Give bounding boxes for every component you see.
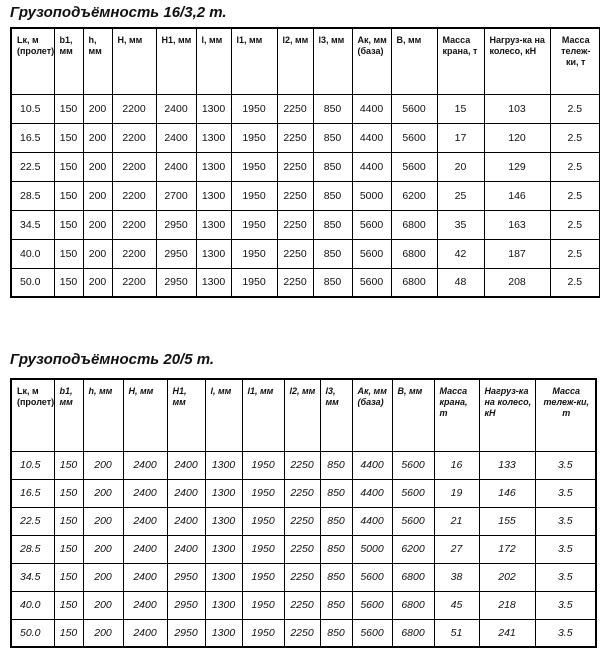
column-header: b1, мм xyxy=(54,28,83,94)
column-header: Нагруз-ка на колесо, кН xyxy=(484,28,550,94)
table-cell: 1950 xyxy=(231,181,277,210)
column-header: B, мм xyxy=(391,28,437,94)
table-cell: 5000 xyxy=(352,535,392,563)
table-body xyxy=(11,451,596,647)
table-cell: 2.5 xyxy=(550,94,600,123)
column-header: l3, мм xyxy=(313,28,352,94)
column-header: Lк, м (пролет) xyxy=(11,379,54,451)
table-cell: 2200 xyxy=(112,268,156,297)
table-cell: 38 xyxy=(434,563,479,591)
table-cell: 1950 xyxy=(231,268,277,297)
table-cell: 22.5 xyxy=(11,507,54,535)
table-cell: 22.5 xyxy=(11,152,54,181)
table-cell: 3.5 xyxy=(535,591,596,619)
table-cell: 150 xyxy=(54,123,83,152)
table-cell: 1950 xyxy=(242,563,284,591)
table-cell: 2250 xyxy=(277,268,313,297)
table-cell: 2400 xyxy=(123,563,167,591)
table-cell: 200 xyxy=(83,591,123,619)
table-cell: 133 xyxy=(479,451,535,479)
table-cell: 120 xyxy=(484,123,550,152)
column-header: l, мм xyxy=(196,28,231,94)
table-cell: 2200 xyxy=(112,239,156,268)
table-cell: 50.0 xyxy=(11,619,54,647)
table-cell: 1300 xyxy=(196,152,231,181)
table-cell: 4400 xyxy=(352,152,391,181)
section1-title: Грузоподъёмность 16/3,2 т. xyxy=(10,4,227,21)
table-row xyxy=(11,507,596,535)
table-cell: 5600 xyxy=(392,479,434,507)
table-cell: 163 xyxy=(484,210,550,239)
table-cell: 1950 xyxy=(231,123,277,152)
table-cell: 850 xyxy=(313,94,352,123)
table-cell: 5600 xyxy=(352,239,391,268)
table-row xyxy=(11,94,600,123)
table-cell: 2400 xyxy=(167,451,205,479)
table-cell: 4400 xyxy=(352,507,392,535)
table-row xyxy=(11,268,600,297)
table-cell: 2400 xyxy=(156,152,196,181)
table-cell: 150 xyxy=(54,451,83,479)
table-cell: 1950 xyxy=(242,479,284,507)
table-cell: 51 xyxy=(434,619,479,647)
table-cell: 850 xyxy=(313,123,352,152)
table-cell: 2.5 xyxy=(550,123,600,152)
table-cell: 850 xyxy=(320,479,352,507)
table-cell: 6800 xyxy=(392,619,434,647)
table-cell: 2400 xyxy=(156,94,196,123)
table-cell: 6200 xyxy=(392,535,434,563)
table-cell: 2.5 xyxy=(550,239,600,268)
table-cell: 3.5 xyxy=(535,507,596,535)
table-cell: 34.5 xyxy=(11,563,54,591)
table-cell: 5600 xyxy=(352,210,391,239)
table-cell: 2250 xyxy=(277,94,313,123)
table-cell: 187 xyxy=(484,239,550,268)
table-cell: 5600 xyxy=(352,591,392,619)
table-cell: 1950 xyxy=(231,94,277,123)
table-cell: 35 xyxy=(437,210,484,239)
table-cell: 2400 xyxy=(156,123,196,152)
table-cell: 150 xyxy=(54,563,83,591)
table-cell: 5600 xyxy=(391,123,437,152)
table-cell: 1950 xyxy=(231,152,277,181)
table-cell: 172 xyxy=(479,535,535,563)
table-cell: 21 xyxy=(434,507,479,535)
table-cell: 5600 xyxy=(392,507,434,535)
table-cell: 200 xyxy=(83,181,112,210)
column-header: l2, мм xyxy=(284,379,320,451)
table-cell: 150 xyxy=(54,239,83,268)
table-cell: 200 xyxy=(83,268,112,297)
table-cell: 2200 xyxy=(112,94,156,123)
table-cell: 2950 xyxy=(156,239,196,268)
table-cell: 5600 xyxy=(391,152,437,181)
column-header: Lк, м (пролет) xyxy=(11,28,54,94)
table-cell: 16.5 xyxy=(11,123,54,152)
table-cell: 2200 xyxy=(112,210,156,239)
table-row xyxy=(11,479,596,507)
column-header: l3, мм xyxy=(320,379,352,451)
table-cell: 2400 xyxy=(123,619,167,647)
table-cell: 850 xyxy=(320,591,352,619)
table-cell: 50.0 xyxy=(11,268,54,297)
table-cell: 1300 xyxy=(205,535,242,563)
table-cell: 150 xyxy=(54,535,83,563)
column-header: H1, мм xyxy=(156,28,196,94)
table-row xyxy=(11,451,596,479)
table-cell: 200 xyxy=(83,152,112,181)
table-cell: 27 xyxy=(434,535,479,563)
column-header: h, мм xyxy=(83,28,112,94)
table-cell: 2250 xyxy=(284,451,320,479)
table-row xyxy=(11,535,596,563)
table-cell: 129 xyxy=(484,152,550,181)
table-cell: 42 xyxy=(437,239,484,268)
column-header: l2, мм xyxy=(277,28,313,94)
table-cell: 200 xyxy=(83,123,112,152)
table-cell: 1300 xyxy=(205,451,242,479)
table-row xyxy=(11,239,600,268)
table-cell: 850 xyxy=(313,181,352,210)
table-cell: 155 xyxy=(479,507,535,535)
column-header: b1, мм xyxy=(54,379,83,451)
column-header: h, мм xyxy=(83,379,123,451)
table-cell: 200 xyxy=(83,563,123,591)
table-cell: 2250 xyxy=(277,123,313,152)
table-cell: 5000 xyxy=(352,181,391,210)
table-header-row xyxy=(11,28,600,94)
table-cell: 6200 xyxy=(391,181,437,210)
table-cell: 2.5 xyxy=(550,181,600,210)
table-cell: 2250 xyxy=(284,563,320,591)
table-cell: 2400 xyxy=(167,507,205,535)
table-cell: 850 xyxy=(313,268,352,297)
table-cell: 45 xyxy=(434,591,479,619)
table-cell: 202 xyxy=(479,563,535,591)
table-cell: 48 xyxy=(437,268,484,297)
table-row xyxy=(11,181,600,210)
table-cell: 200 xyxy=(83,239,112,268)
table-cell: 200 xyxy=(83,535,123,563)
table-cell: 1300 xyxy=(196,239,231,268)
table-cell: 28.5 xyxy=(11,181,54,210)
column-header: H, мм xyxy=(112,28,156,94)
table-cell: 3.5 xyxy=(535,619,596,647)
column-header: H1, мм xyxy=(167,379,205,451)
table-cell: 1950 xyxy=(242,507,284,535)
table-cell: 5600 xyxy=(392,451,434,479)
column-header: l, мм xyxy=(205,379,242,451)
table-cell: 200 xyxy=(83,451,123,479)
table-cell: 1950 xyxy=(242,591,284,619)
column-header: Масса тележ-ки, т xyxy=(550,28,600,94)
table-cell: 2950 xyxy=(156,268,196,297)
column-header: H, мм xyxy=(123,379,167,451)
table-cell: 19 xyxy=(434,479,479,507)
section2-title: Грузоподъёмность 20/5 т. xyxy=(10,351,215,368)
table-cell: 5600 xyxy=(352,563,392,591)
table-cell: 150 xyxy=(54,268,83,297)
table-cell: 6800 xyxy=(392,563,434,591)
table-cell: 2400 xyxy=(167,479,205,507)
column-header: Aк, мм (база) xyxy=(352,379,392,451)
table-cell: 17 xyxy=(437,123,484,152)
table-cell: 6800 xyxy=(391,239,437,268)
table-cell: 241 xyxy=(479,619,535,647)
table-cell: 2250 xyxy=(284,535,320,563)
table-20-5 xyxy=(10,378,597,648)
table-cell: 208 xyxy=(484,268,550,297)
table-cell: 25 xyxy=(437,181,484,210)
table-cell: 3.5 xyxy=(535,535,596,563)
table-cell: 850 xyxy=(320,563,352,591)
table-cell: 1300 xyxy=(205,619,242,647)
table-cell: 1950 xyxy=(242,535,284,563)
table-cell: 218 xyxy=(479,591,535,619)
table-cell: 1950 xyxy=(231,210,277,239)
table-cell: 150 xyxy=(54,507,83,535)
table-cell: 6800 xyxy=(391,210,437,239)
table-cell: 3.5 xyxy=(535,479,596,507)
table-cell: 1300 xyxy=(205,507,242,535)
table-cell: 1300 xyxy=(205,479,242,507)
table-cell: 2200 xyxy=(112,123,156,152)
table-cell: 200 xyxy=(83,507,123,535)
table-cell: 150 xyxy=(54,152,83,181)
table-cell: 4400 xyxy=(352,479,392,507)
table-cell: 200 xyxy=(83,94,112,123)
table-row xyxy=(11,619,596,647)
table-cell: 5600 xyxy=(352,619,392,647)
table-cell: 40.0 xyxy=(11,239,54,268)
table-cell: 4400 xyxy=(352,94,391,123)
table-cell: 28.5 xyxy=(11,535,54,563)
table-cell: 1300 xyxy=(196,94,231,123)
table-cell: 1300 xyxy=(196,268,231,297)
table-cell: 1300 xyxy=(205,591,242,619)
table-cell: 3.5 xyxy=(535,563,596,591)
table-cell: 10.5 xyxy=(11,94,54,123)
table-cell: 16.5 xyxy=(11,479,54,507)
table-cell: 2700 xyxy=(156,181,196,210)
table-cell: 2400 xyxy=(123,451,167,479)
table-cell: 200 xyxy=(83,619,123,647)
table-cell: 2400 xyxy=(123,479,167,507)
table-cell: 2.5 xyxy=(550,268,600,297)
table-cell: 2950 xyxy=(167,563,205,591)
table-row xyxy=(11,152,600,181)
table-16-3-2 xyxy=(10,27,600,298)
table-cell: 2250 xyxy=(284,591,320,619)
table-cell: 150 xyxy=(54,210,83,239)
column-header: l1, мм xyxy=(231,28,277,94)
column-header: Aк, мм (база) xyxy=(352,28,391,94)
table-cell: 2250 xyxy=(277,152,313,181)
table-cell: 2400 xyxy=(123,591,167,619)
column-header: l1, мм xyxy=(242,379,284,451)
column-header: Нагруз-ка на колесо, кН xyxy=(479,379,535,451)
table-cell: 2400 xyxy=(167,535,205,563)
table-cell: 103 xyxy=(484,94,550,123)
table-cell: 5600 xyxy=(391,94,437,123)
table-cell: 150 xyxy=(54,181,83,210)
table-cell: 850 xyxy=(320,507,352,535)
table-cell: 1950 xyxy=(242,451,284,479)
table-cell: 850 xyxy=(320,535,352,563)
table-cell: 4400 xyxy=(352,123,391,152)
table-row xyxy=(11,123,600,152)
table-cell: 2950 xyxy=(167,591,205,619)
table-body xyxy=(11,94,600,297)
table-cell: 40.0 xyxy=(11,591,54,619)
table-cell: 2250 xyxy=(284,479,320,507)
table-cell: 2250 xyxy=(277,210,313,239)
table-cell: 2250 xyxy=(277,239,313,268)
table-cell: 850 xyxy=(313,152,352,181)
table-cell: 3.5 xyxy=(535,451,596,479)
table-cell: 2200 xyxy=(112,181,156,210)
table-cell: 34.5 xyxy=(11,210,54,239)
table-row xyxy=(11,210,600,239)
table-cell: 2400 xyxy=(123,535,167,563)
table-cell: 2950 xyxy=(156,210,196,239)
table-row xyxy=(11,563,596,591)
column-header: B, мм xyxy=(392,379,434,451)
table-cell: 850 xyxy=(313,210,352,239)
table-cell: 10.5 xyxy=(11,451,54,479)
table-cell: 2.5 xyxy=(550,210,600,239)
table-cell: 1300 xyxy=(196,181,231,210)
table-cell: 200 xyxy=(83,479,123,507)
table-cell: 150 xyxy=(54,94,83,123)
column-header: Масса тележ-ки, т xyxy=(535,379,596,451)
table-cell: 1950 xyxy=(242,619,284,647)
table-cell: 2.5 xyxy=(550,152,600,181)
table-cell: 150 xyxy=(54,619,83,647)
table-cell: 5600 xyxy=(352,268,391,297)
table-cell: 2250 xyxy=(284,619,320,647)
table-cell: 2950 xyxy=(167,619,205,647)
table-cell: 850 xyxy=(313,239,352,268)
table-cell: 150 xyxy=(54,479,83,507)
table-cell: 2400 xyxy=(123,507,167,535)
table-cell: 2250 xyxy=(284,507,320,535)
table-cell: 20 xyxy=(437,152,484,181)
table-cell: 2250 xyxy=(277,181,313,210)
table-cell: 15 xyxy=(437,94,484,123)
table-cell: 1300 xyxy=(196,123,231,152)
table-cell: 850 xyxy=(320,451,352,479)
table-header-row xyxy=(11,379,596,451)
table-cell: 146 xyxy=(479,479,535,507)
table-cell: 150 xyxy=(54,591,83,619)
table-cell: 2200 xyxy=(112,152,156,181)
column-header: Масса крана, т xyxy=(437,28,484,94)
table-cell: 4400 xyxy=(352,451,392,479)
table-cell: 1950 xyxy=(231,239,277,268)
column-header: Масса крана, т xyxy=(434,379,479,451)
table-cell: 6800 xyxy=(391,268,437,297)
table-row xyxy=(11,591,596,619)
table-cell: 1300 xyxy=(205,563,242,591)
table-cell: 850 xyxy=(320,619,352,647)
table-cell: 1300 xyxy=(196,210,231,239)
table-cell: 146 xyxy=(484,181,550,210)
table-cell: 200 xyxy=(83,210,112,239)
table-cell: 16 xyxy=(434,451,479,479)
table-cell: 6800 xyxy=(392,591,434,619)
